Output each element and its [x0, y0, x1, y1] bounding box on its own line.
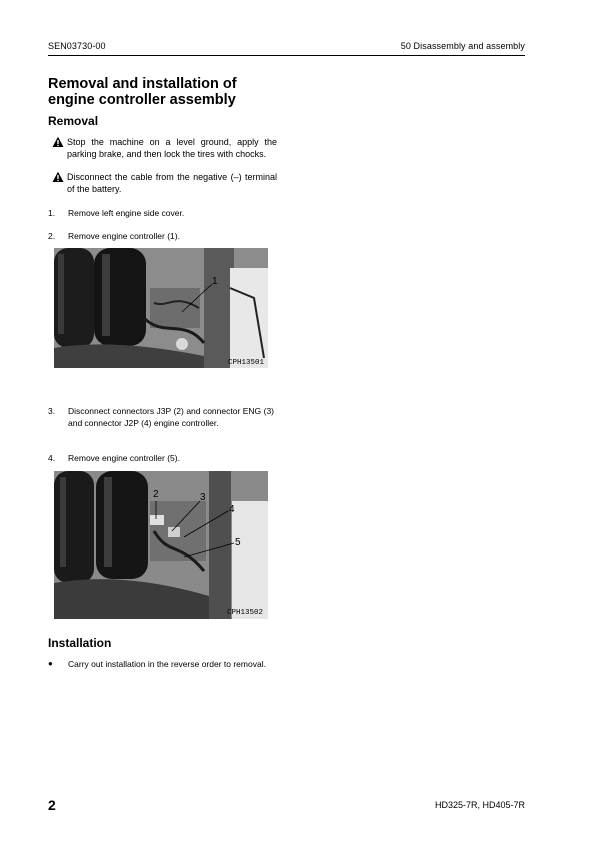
warning-2 [52, 171, 277, 195]
step-1-text: Remove left engine side cover. [68, 208, 185, 218]
installation-text: Carry out installation in the reverse order to removal. [68, 659, 266, 669]
warning-1-text: Stop the machine on a level ground, apply the parking brake, and then lock the tires with chocks. [67, 137, 277, 159]
installation-item [48, 658, 276, 682]
footer-models: HD325-7R, HD405-7R [434, 800, 525, 810]
page-number: 2 [48, 797, 56, 813]
callout-4: 4 [229, 504, 235, 515]
warning-triangle-icon [52, 171, 64, 183]
callout-1: 1 [212, 276, 218, 287]
removal-heading: Removal [48, 114, 99, 128]
figure-connectors-photo [54, 471, 268, 619]
step-4-number: 4. [48, 453, 56, 463]
step-3-text: Disconnect connectors J3P (2) and connector ENG (3) and connector J2P (4) engine controller. [68, 406, 274, 428]
installation-heading: Installation [48, 636, 112, 650]
title-line-2: engine controller assembly [48, 92, 236, 108]
section-title: 50 Disassembly and assembly [400, 41, 525, 51]
callout-2: 2 [153, 489, 159, 500]
warning-1 [52, 136, 277, 172]
step-3 [48, 405, 276, 441]
step-3-number: 3. [48, 406, 56, 416]
figure-engine-controller-photo [54, 248, 268, 368]
header-rule [48, 55, 525, 56]
warning-triangle-icon [52, 136, 64, 148]
doc-code: SEN03730-00 [48, 41, 106, 51]
figure-2-code: CPH13502 [227, 609, 264, 617]
step-1-number: 1. [48, 208, 56, 218]
figure-1-code: CPH13501 [228, 359, 265, 367]
step-2-number: 2. [48, 231, 56, 241]
step-4-text: Remove engine controller (5). [68, 453, 180, 463]
step-2-text: Remove engine controller (1). [68, 231, 180, 241]
warning-2-text: Disconnect the cable from the negative (–) terminal of the battery. [67, 172, 277, 194]
bullet-icon: ● [48, 659, 53, 668]
page-title [48, 76, 288, 108]
callout-3: 3 [200, 492, 206, 503]
title-line-1: Removal and installation of [48, 76, 237, 92]
callout-5: 5 [235, 537, 241, 548]
